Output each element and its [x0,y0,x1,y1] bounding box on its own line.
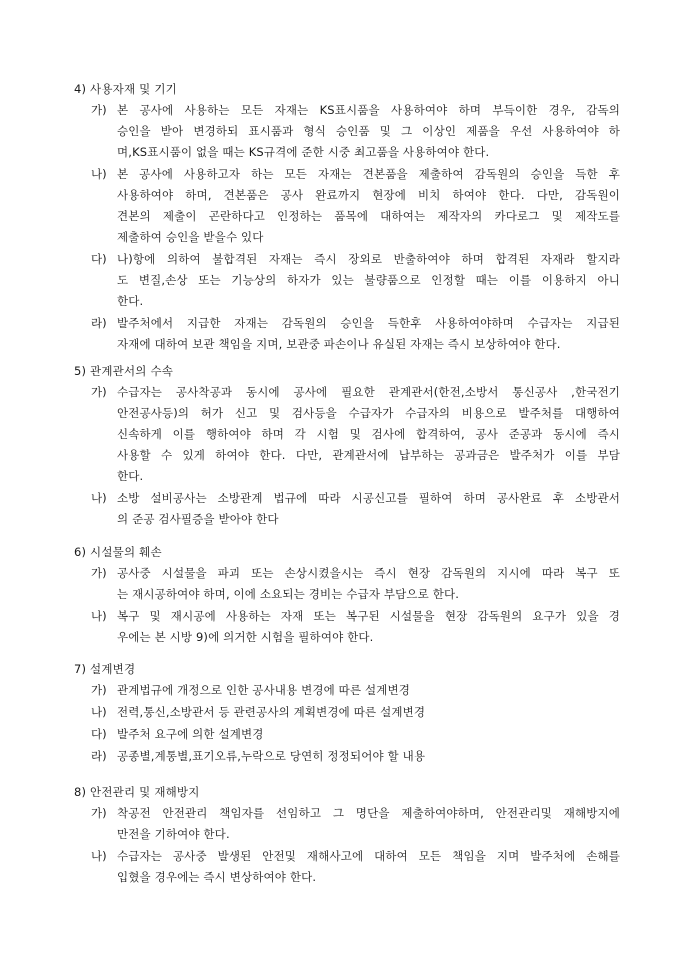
item-marker: 가) [91,683,107,697]
item-text-line: 수급자는 공사착공과 동시에 공사에 필요한 관계관서(한전,소방서 통신공사 ,한국전기 [117,385,620,399]
section-title: 4) 사용자재 및 기기 [74,82,177,96]
item-text-line: 관계법규에 개정으로 인한 공사내용 변경에 따른 설계변경 [117,683,411,697]
item-text-line: 발주처에서 지급한 자재는 감독원의 승인을 득한후 사용하여야하며 수급자는 지급된 [117,316,620,330]
item-marker: 나) [91,705,107,719]
item-text-line: 는 재시공하여야 하며, 이에 소요되는 경비는 수급자 부담으로 한다. [117,587,460,601]
item-marker: 나) [91,491,107,505]
section-title: 8) 안전관리 및 재해방지 [74,785,200,799]
item-marker: 라) [91,316,107,330]
item-text-line: 견본의 제출이 곤란하다고 인정하는 품목에 대하여는 제작자의 카다로그 및 제작도를 [117,209,620,223]
item-marker: 가) [91,385,107,399]
item-text-line: 발주처 요구에 의한 설계변경 [117,727,264,741]
item-text-line: 자재에 대하여 보관 책임을 지며, 보관중 파손이나 유실된 자재는 즉시 보상하여야 한다. [117,337,561,351]
item-text-line: 도 변질,손상 또는 기능상의 하자가 있는 불량품으로 인정할 때는 이를 이용하지 아니 [117,273,620,287]
item-text-line: 입혔을 경우에는 즉시 변상하여야 한다. [117,870,317,884]
section-title: 6) 시설물의 훼손 [74,545,162,559]
item-marker: 가) [91,103,107,117]
item-marker: 다) [91,727,107,741]
item-text-line: 한다. [117,469,144,483]
section-title: 7) 설계변경 [74,662,136,676]
section-title: 5) 관계관서의 수속 [74,364,174,378]
item-marker: 나) [91,609,107,623]
item-text-line: 한다. [117,294,144,308]
item-text-line: 만전을 기하여야 한다. [117,827,230,841]
item-text-line: 제출하여 승인을 받을수 있다 [117,230,264,244]
item-text-line: 수급자는 공사중 발생된 안전및 재해사고에 대하여 모든 책임을 지며 발주처에 손해를 [117,849,620,863]
item-text-line: 공사중 시설물을 파괴 또는 손상시켰을시는 즉시 현장 감독원의 지시에 따라 복구 또 [117,566,620,580]
item-marker: 나) [91,167,107,181]
item-text-line: 안전공사등)의 허가 신고 및 검사등을 수급자가 수급자의 비용으로 발주처를 대행하여 [117,406,620,420]
item-text-line: 승인을 받아 변경하되 표시품과 형식 승인품 및 그 이상인 제품을 우선 사용하여야 하 [117,124,620,138]
item-marker: 가) [91,566,107,580]
item-text-line: 소방 설비공사는 소방관계 법규에 따라 시공신고를 필하여 하며 공사완료 후 소방관서 [117,491,620,505]
item-text-line: 본 공사에 사용하고자 하는 모든 자재는 견본품을 제출하여 감독원의 승인을 득한 후 [117,167,620,181]
item-text-line: 나)항에 의하여 불합격된 자재는 즉시 장외로 반출하여야 하며 합격된 자재라 할지라 [117,252,620,266]
item-text-line: 본 공사에 사용하는 모든 자재는 KS표시품을 사용하여야 하며 부득이한 경우, 감독의 [117,103,620,117]
item-text-line: 우에는 본 시방 9)에 의거한 시험을 필하여야 한다. [117,630,374,644]
item-marker: 가) [91,806,107,820]
item-text-line: 전력,통신,소방관서 등 관련공사의 계획변경에 따른 설계변경 [117,705,426,719]
item-marker: 라) [91,749,107,763]
item-text-line: 사용할 수 있게 하여야 한다. 다만, 관계관서에 납부하는 공과금은 발주처가 이를 부담 [117,448,620,462]
item-text-line: 의 준공 검사필증을 받아야 한다 [117,512,279,526]
item-text-line: 사용하여야 하며, 견본품은 공사 완료까지 현장에 비치 하여야 한다. 다만, 감독원이 [117,188,620,202]
item-text-line: 복구 및 재시공에 사용하는 자재 또는 복구된 시설물을 현장 감독원의 요구가 있을 경 [117,609,620,623]
item-marker: 다) [91,252,107,266]
item-text-line: 착공전 안전관리 책임자를 선임하고 그 명단을 제출하여야하며, 안전관리및 재해방지에 [117,806,620,820]
item-text-line: 며,KS표시품이 없을 때는 KS규격에 준한 시중 최고품을 사용하여야 한다. [117,145,490,159]
item-text-line: 신속하게 이를 행하여야 하며 각 시험 및 검사에 합격하여, 공사 준공과 동시에 즉시 [117,427,620,441]
item-marker: 나) [91,849,107,863]
item-text-line: 공종별,계통별,표기오류,누락으로 당연히 정정되어야 할 내용 [117,749,426,763]
